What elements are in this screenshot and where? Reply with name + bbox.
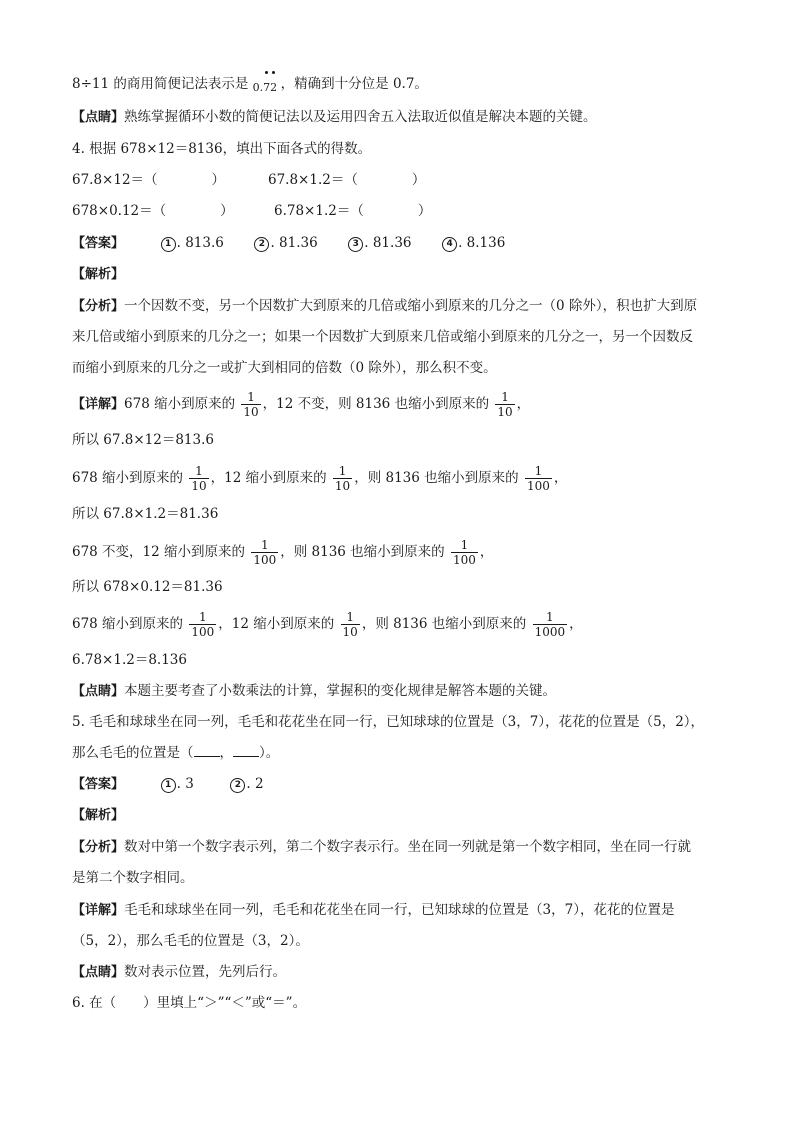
text-segment: ， bbox=[569, 616, 583, 632]
result-line-1: 所以 67.8×12＝813.6 bbox=[72, 432, 214, 448]
numerator: 1 bbox=[247, 390, 255, 404]
denominator: 10 bbox=[342, 625, 358, 639]
numerator: 1 bbox=[460, 538, 469, 552]
dianjing-text: 熟练掌握循环小数的简便记法以及运用四舍五入法取近似值是解决本题的关键。 bbox=[124, 109, 597, 125]
recurring-decimal bbox=[253, 81, 281, 94]
xiangjie-line-2 bbox=[72, 462, 567, 494]
fenxi-line-3: 而缩小到原来的几分之一或扩大到相同的倍数（0 除外），那么积不变。 bbox=[72, 360, 497, 376]
answer-value: . 813.6 bbox=[176, 235, 224, 251]
denominator: 10 bbox=[243, 405, 259, 419]
text-segment: 678 不变，12 缩小到原来的 bbox=[72, 544, 246, 560]
repeating-digit bbox=[263, 78, 270, 98]
fraction bbox=[189, 464, 208, 493]
q6-stem: 6. 在（ ）里填上“＞”“＜”或“＝”。 bbox=[72, 995, 307, 1011]
text-segment: 678 缩小到原来的 bbox=[124, 396, 236, 412]
numerator: 1 bbox=[346, 610, 354, 624]
denominator: 10 bbox=[191, 479, 207, 493]
dianjing-q3 bbox=[72, 107, 597, 128]
dianjing-text: 本题主要考查了小数乘法的计算，掌握积的变化规律是解答本题的关键。 bbox=[124, 683, 557, 699]
q5-xiangjie-2: （5，2），那么毛毛的位置是（3，2）。 bbox=[72, 933, 309, 949]
circled-number: 1 bbox=[161, 237, 176, 252]
q5-fenxi-1 bbox=[72, 837, 691, 858]
answer-value: . 2 bbox=[246, 776, 264, 792]
denominator: 10 bbox=[497, 405, 513, 419]
numerator: 1 bbox=[198, 610, 207, 624]
denominator: 100 bbox=[452, 553, 476, 567]
fraction bbox=[533, 610, 568, 639]
text-segment: ， bbox=[219, 745, 233, 761]
digit: 2 bbox=[270, 81, 278, 94]
answer-tag: 【答案】 bbox=[72, 777, 125, 792]
fraction bbox=[241, 390, 260, 419]
text-segment: ，则 8136 也缩小到原来的 bbox=[354, 470, 519, 486]
q4-item: 6.78×1.2＝（ ） bbox=[274, 203, 432, 219]
xiangjie-line-3 bbox=[72, 536, 493, 568]
q4-row1 bbox=[72, 170, 425, 190]
fraction bbox=[525, 464, 552, 493]
text-segment: ，12 不变，则 8136 也缩小到原来的 bbox=[262, 396, 490, 412]
text-segment: 678 缩小到原来的 bbox=[72, 470, 184, 486]
circled-number: 1 bbox=[161, 778, 176, 793]
jiexi-tag: 【解析】 bbox=[72, 267, 125, 282]
section-tag: 【详解】 bbox=[72, 397, 125, 412]
text-segment: 678 缩小到原来的 bbox=[72, 616, 184, 632]
section-tag: 【点睛】 bbox=[72, 684, 125, 699]
fenxi-line-2: 来几倍或缩小到原来的几分之一；如果一个因数扩大到原来几倍或缩小到原来的几分之一，另一个因数反 bbox=[72, 329, 693, 345]
result-line-4: 6.78×1.2＝8.136 bbox=[72, 652, 187, 668]
answer-blank bbox=[233, 743, 259, 757]
digit: 0 bbox=[252, 81, 260, 94]
text-segment: ， bbox=[516, 396, 531, 412]
text-segment: ，则 8136 也缩小到原来的 bbox=[280, 544, 445, 560]
repeat-dot bbox=[272, 71, 275, 74]
result-line-2: 所以 67.8×1.2＝81.36 bbox=[72, 506, 219, 522]
denominator: 10 bbox=[334, 479, 351, 493]
q5-fenxi-2: 是第二个数字相同。 bbox=[72, 870, 194, 886]
fraction bbox=[451, 538, 478, 567]
denominator: 100 bbox=[191, 625, 215, 639]
section-tag: 【分析】 bbox=[72, 299, 125, 314]
numerator: 1 bbox=[195, 464, 203, 478]
q5-xiangjie-1 bbox=[72, 900, 674, 921]
fraction bbox=[495, 390, 514, 419]
jiexi-tag-q5: 【解析】 bbox=[72, 808, 125, 823]
section-tag: 【点睛】 bbox=[72, 110, 125, 125]
q4-item: 67.8×1.2＝（ ） bbox=[268, 172, 426, 188]
q4-answer-line bbox=[72, 233, 505, 254]
q4-item: 678×0.12＝（ ） bbox=[72, 203, 234, 219]
text-segment: ，12 缩小到原来的 bbox=[210, 470, 327, 486]
q5-stem-1: 5. 毛毛和球球坐在同一列，毛毛和花花坐在同一行，已知球球的位置是（3，7），花花的位置是（5，2）， bbox=[72, 714, 705, 730]
dianjing-text: 数对表示位置，先列后行。 bbox=[124, 964, 287, 980]
denominator: 1000 bbox=[534, 625, 566, 639]
decimal-point: . bbox=[259, 81, 264, 94]
text-segment: 那么毛毛的位置是（ bbox=[72, 745, 194, 761]
q5-dianjing bbox=[72, 962, 286, 983]
section-tag: 【点睛】 bbox=[72, 965, 125, 980]
fenxi-text: 一个因数不变，另一个因数扩大到原来的几倍或缩小到原来的几分之一（0 除外），积也扩大到原 bbox=[124, 298, 698, 314]
text-segment: 8÷11 的商用简便记法表示是 bbox=[72, 76, 249, 92]
answer-tag: 【答案】 bbox=[72, 236, 125, 251]
q4-row2 bbox=[72, 201, 431, 221]
circled-number: 3 bbox=[348, 237, 363, 252]
circled-number: 4 bbox=[442, 237, 457, 252]
q4-item: 67.8×12＝（ ） bbox=[72, 172, 226, 188]
numerator: 1 bbox=[534, 464, 543, 478]
repeating-digit bbox=[270, 78, 277, 98]
numerator: 1 bbox=[546, 610, 554, 624]
answer-value: . 3 bbox=[176, 776, 194, 792]
fenxi-text: 数对中第一个数字表示列，第二个数字表示行。坐在同一列就是第一个数字相同，坐在同一行就 bbox=[124, 839, 692, 855]
answer-blank bbox=[194, 743, 220, 757]
result-line-3: 所以 678×0.12＝81.36 bbox=[72, 579, 223, 595]
text-segment: ， bbox=[553, 470, 568, 486]
text-segment: ，则 8136 也缩小到原来的 bbox=[361, 616, 527, 632]
fenxi-line-1 bbox=[72, 296, 697, 317]
text-segment: ，12 缩小到原来的 bbox=[218, 616, 335, 632]
fraction bbox=[251, 538, 278, 567]
circled-number: 2 bbox=[254, 237, 269, 252]
recurring-decimal-line bbox=[72, 74, 428, 98]
digit: 7 bbox=[263, 81, 271, 94]
xiangjie-line-4 bbox=[72, 608, 583, 640]
answer-value: . 81.36 bbox=[270, 235, 318, 251]
xiangjie-text: 毛毛和球球坐在同一列，毛毛和花花坐在同一行，已知球球的位置是（3，7），花花的位置是 bbox=[124, 902, 675, 918]
q5-stem-2 bbox=[72, 743, 279, 763]
text-segment: ）。 bbox=[259, 745, 280, 761]
q4-stem: 4. 根据 678×12＝8136，填出下面各式的得数。 bbox=[72, 141, 372, 157]
fraction bbox=[341, 610, 360, 639]
text-segment: ， bbox=[479, 544, 494, 560]
section-tag: 【详解】 bbox=[72, 903, 125, 918]
answer-value: . 8.136 bbox=[458, 235, 506, 251]
answer-value: . 81.36 bbox=[364, 235, 412, 251]
section-tag: 【分析】 bbox=[72, 840, 125, 855]
denominator: 100 bbox=[253, 553, 277, 567]
q5-answer-line bbox=[72, 774, 264, 795]
fraction bbox=[333, 464, 352, 493]
xiangjie-line-1 bbox=[72, 388, 530, 421]
numerator: 1 bbox=[338, 464, 347, 478]
numerator: 1 bbox=[501, 390, 509, 404]
fraction bbox=[189, 610, 216, 639]
repeat-dot bbox=[265, 71, 268, 74]
numerator: 1 bbox=[260, 538, 269, 552]
text-segment: ，精确到十分位是 0.7。 bbox=[280, 76, 428, 92]
circled-number: 2 bbox=[230, 778, 245, 793]
denominator: 100 bbox=[526, 479, 550, 493]
dianjing-q4 bbox=[72, 681, 556, 702]
